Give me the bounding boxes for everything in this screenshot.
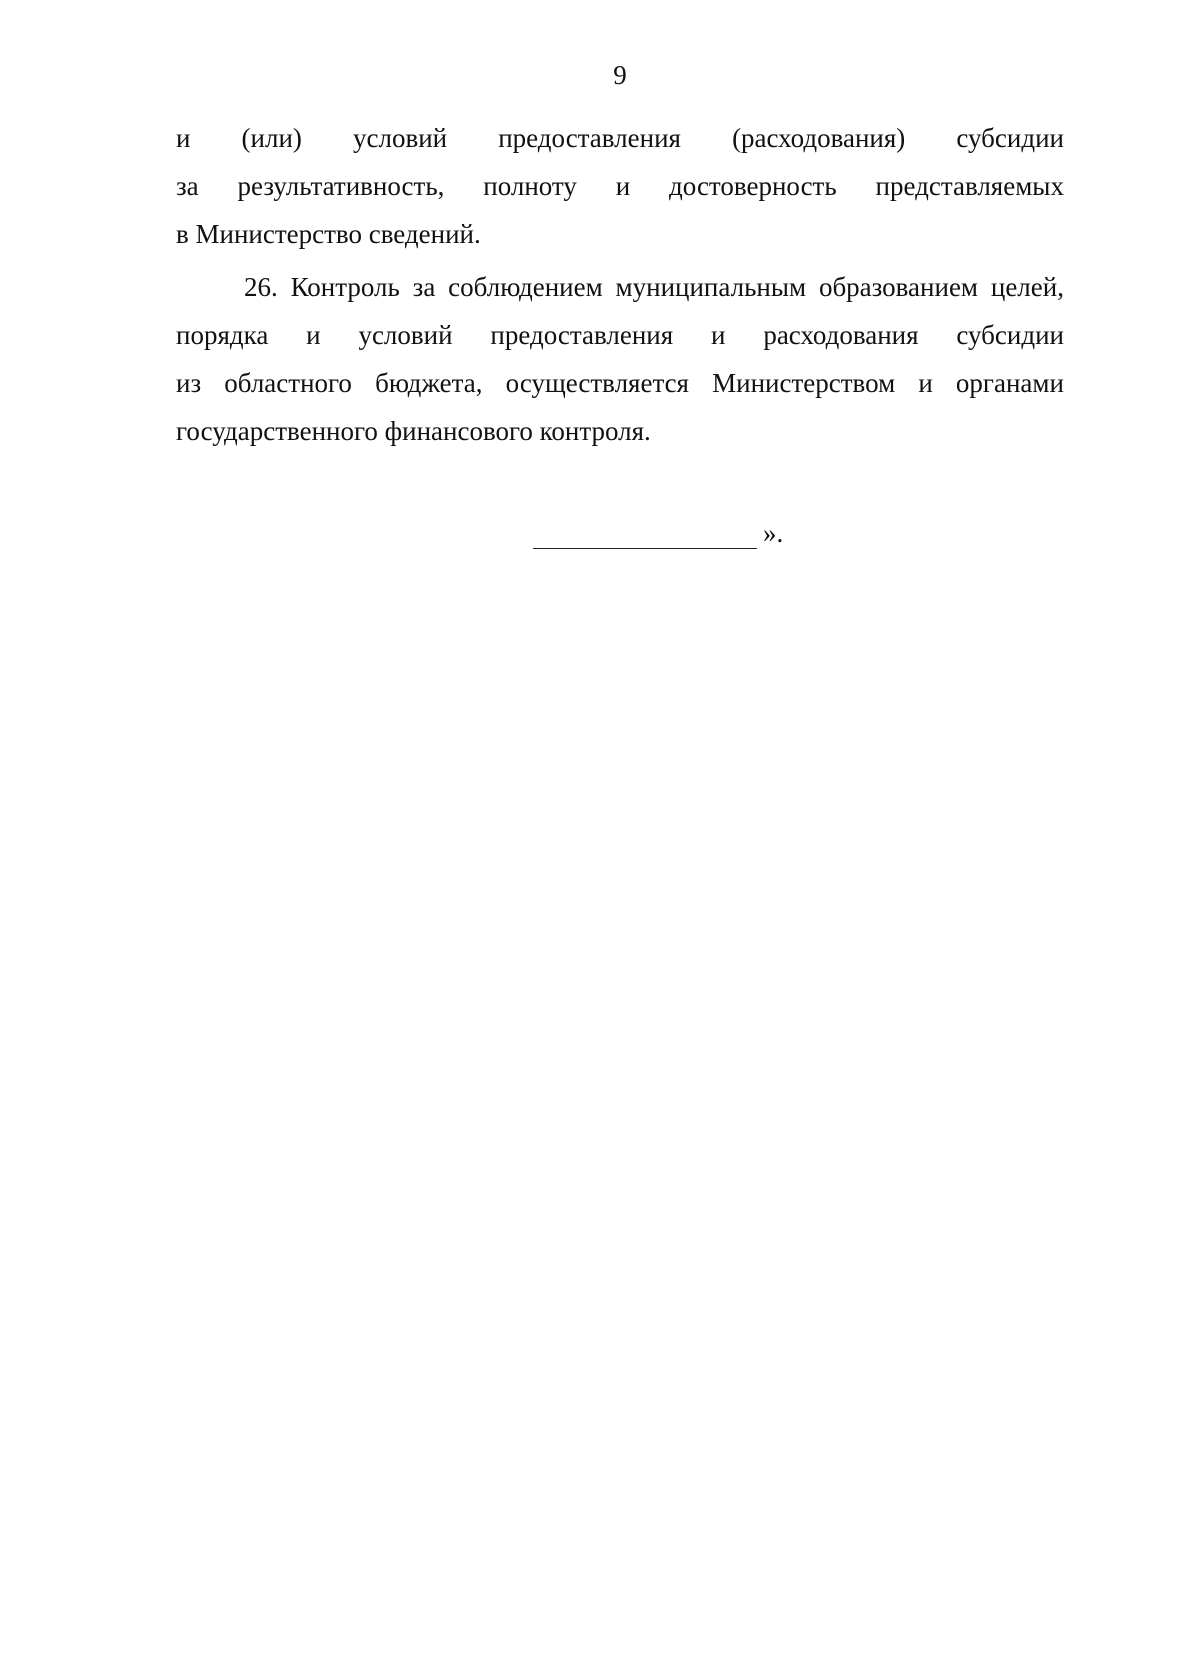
word: условий — [353, 123, 448, 153]
word: субсидии — [956, 320, 1064, 350]
word: областного — [224, 368, 352, 398]
closing-quote-mark: ». — [763, 518, 784, 548]
word: из — [176, 368, 202, 398]
word: предоставления — [490, 320, 674, 350]
word: образованием — [818, 272, 979, 302]
closing-line — [533, 509, 783, 549]
word: муниципальным — [615, 272, 807, 302]
word: предоставления — [498, 123, 681, 153]
text-line-last: в Министерство сведений. — [176, 219, 481, 249]
word: полноту — [483, 171, 577, 201]
text-line — [176, 359, 1064, 407]
word: представляемых — [875, 171, 1064, 201]
word: порядка — [176, 320, 269, 350]
word: бюджета, — [375, 368, 483, 398]
word: субсидии — [956, 123, 1064, 153]
text-line-last: государственного финансового контроля. — [176, 416, 651, 446]
paragraph-number: 26. — [244, 272, 278, 302]
word: целей, — [990, 272, 1064, 302]
paragraph-continuation — [176, 114, 1064, 258]
word: и — [711, 320, 726, 350]
word: и — [918, 368, 933, 398]
word: достоверность — [669, 171, 837, 201]
paragraph-26 — [176, 263, 1064, 455]
word: осуществляется — [505, 368, 689, 398]
word: Контроль — [290, 272, 400, 302]
word: и — [176, 123, 191, 153]
word: (расходования) — [732, 123, 906, 153]
word: и — [615, 171, 631, 201]
word: и — [306, 320, 321, 350]
word: за — [412, 272, 436, 302]
word: (или) — [241, 123, 302, 153]
word: соблюдением — [448, 272, 603, 302]
word: расходования — [763, 320, 919, 350]
text-line — [176, 311, 1064, 359]
word: Министерством — [712, 368, 896, 398]
word: результативность, — [237, 171, 445, 201]
text-line — [176, 114, 1064, 162]
text-line-first — [176, 263, 1064, 311]
page-number: 9 — [613, 60, 627, 90]
word: органами — [955, 368, 1064, 398]
text-line — [176, 162, 1064, 210]
closing-rule — [533, 520, 757, 549]
word: условий — [358, 320, 453, 350]
word: за — [176, 171, 199, 201]
